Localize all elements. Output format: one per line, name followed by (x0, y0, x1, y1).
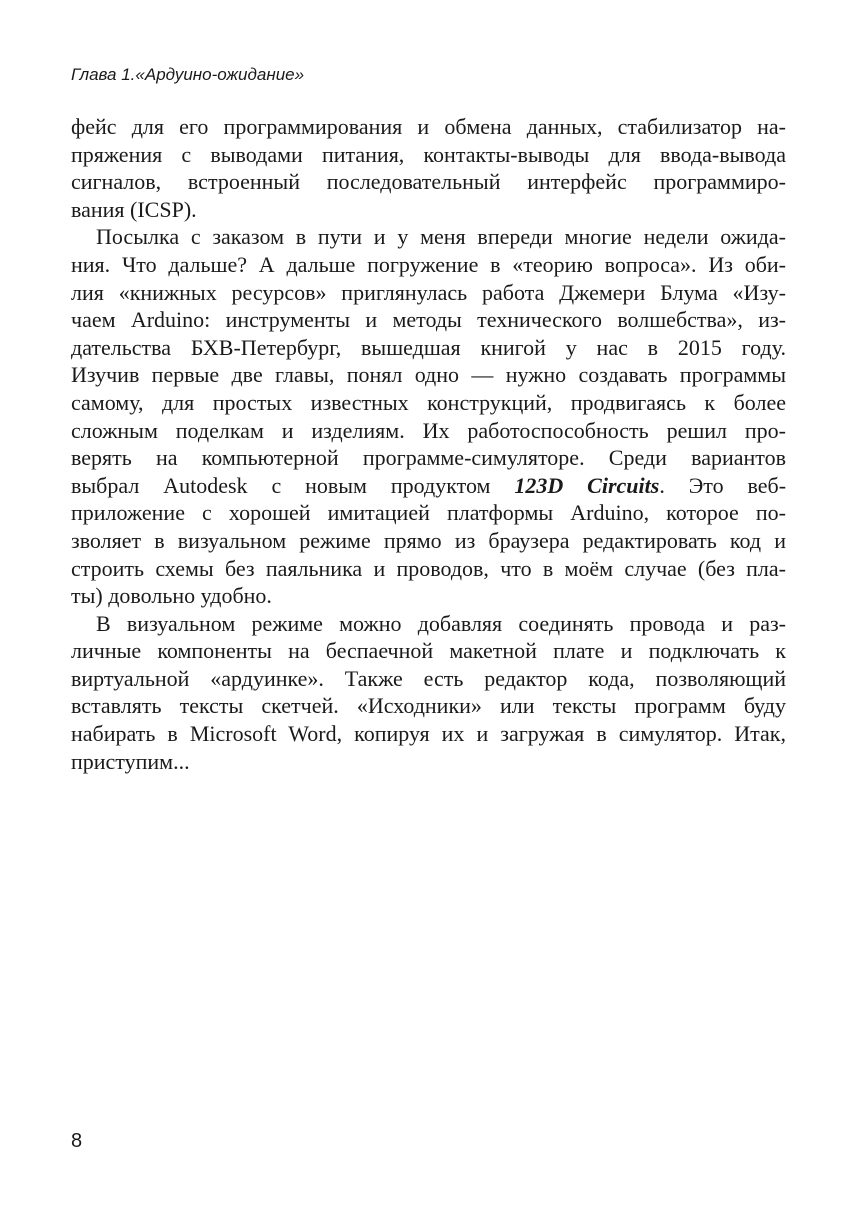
text-line: верять на компьютерной программе-симуляторе. Среди вариантов (71, 445, 786, 471)
text-line: сигналов, встроенный последовательный интерфейс программиро- (71, 169, 786, 195)
paragraph-2 (71, 223, 786, 609)
body-text (71, 113, 786, 775)
product-name-emphasis: 123D Circuits (514, 472, 660, 498)
text-line: приступим... (71, 748, 190, 774)
page-number: 8 (71, 1130, 83, 1152)
text-line: ния. Что дальше? А дальше погружение в «теорию вопроса». Из оби- (71, 251, 786, 277)
text-line: самому, для простых известных конструкций, продвигаясь к более (71, 389, 786, 415)
text-line: приложение с хорошей имитацией платформы Arduino, которое по- (71, 500, 786, 526)
text-line: Посылка с заказом в пути и у меня впереди многие недели ожида- (96, 224, 786, 250)
running-head: Глава 1.«Ардуино-ожидание» (71, 65, 305, 84)
paragraph-3 (71, 610, 786, 776)
text-line: строить схемы без паяльника и проводов, что в моём случае (без пла- (71, 555, 786, 581)
text-line: В визуальном режиме можно добавляя соединять провода и раз- (96, 610, 786, 636)
text-line: пряжения с выводами питания, контакты-выводы для ввода-вывода (71, 141, 786, 167)
text-line: лия «книжных ресурсов» приглянулась работа Джемери Блума «Изу- (71, 279, 786, 305)
text-line: вставлять тексты скетчей. «Исходники» или тексты программ буду (71, 693, 786, 719)
emphasis-line-after: . Это веб- (659, 472, 787, 498)
text-line: Изучив первые две главы, понял одно — нужно создавать программы (71, 362, 786, 388)
text-line: дательства БХВ-Петербург, вышедшая книгой у нас в 2015 году. (71, 334, 786, 360)
text-line: фейс для его программирования и обмена данных, стабилизатор на- (71, 114, 786, 139)
emphasis-line-before: выбрал Autodesk с новым продуктом (71, 472, 491, 498)
text-line-with-emphasis (71, 472, 786, 500)
text-line: виртуальной «ардуинке». Также есть редактор кода, позволяющий (71, 665, 786, 691)
text-line: чаем Arduino: инструменты и методы технического волшебства», из- (71, 307, 786, 333)
text-line: вания (ICSP). (71, 196, 197, 222)
text-line: личные компоненты на беспаечной макетной плате и подключать к (71, 638, 786, 664)
text-line: ты) довольно удобно. (71, 583, 272, 609)
text-line: набирать в Microsoft Word, копируя их и загружая в симулятор. Итак, (71, 721, 786, 747)
text-line: сложным поделкам и изделиям. Их работоспособность решил про- (71, 417, 786, 443)
text-line: зволяет в визуальном режиме прямо из браузера редактировать код и (71, 527, 786, 553)
paragraph-1 (71, 113, 786, 223)
